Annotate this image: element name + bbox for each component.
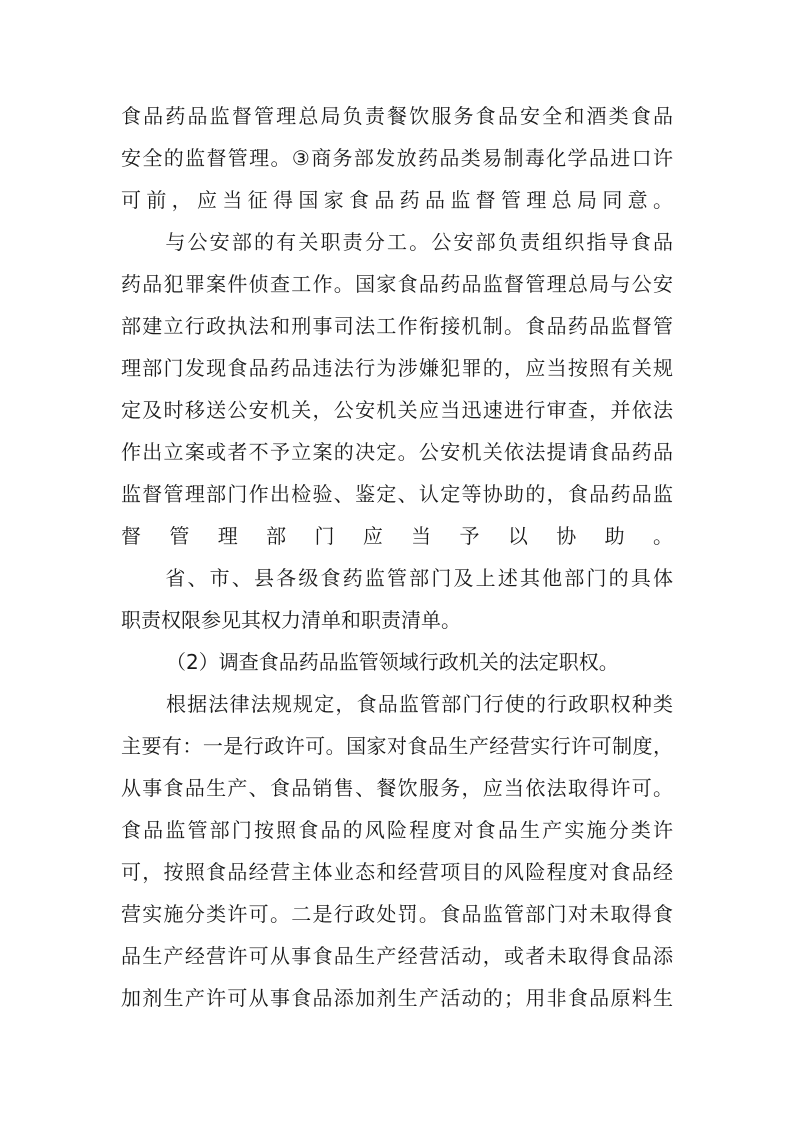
text-line: 督管理部门应当予以协助。	[121, 524, 673, 548]
text-line: 根据法律法规规定，食品监管部门行使的行政职权种类	[166, 692, 673, 716]
text-line: 监督管理部门作出检验、鉴定、认定等协助的，食品药品监	[121, 482, 673, 506]
section-heading: （2）调查食品药品监管领域行政机关的法定职权。	[166, 650, 619, 674]
text-line: 安全的监督管理。③商务部发放药品类易制毒化学品进口许	[121, 146, 673, 170]
text-line: 部建立行政执法和刑事司法工作衔接机制。食品药品监督管	[121, 314, 673, 338]
text-line: 可前，应当征得国家食品药品监督管理总局同意。	[121, 188, 673, 212]
text-line: 主要有：一是行政许可。国家对食品生产经营实行许可制度，	[121, 734, 673, 758]
text-line: 品生产经营许可从事食品生产经营活动，或者未取得食品添	[121, 944, 673, 968]
text-line: 与公安部的有关职责分工。公安部负责组织指导食品	[121, 230, 673, 254]
text-line: 作出立案或者不予立案的决定。公安机关依法提请食品药品	[121, 440, 673, 464]
text-line: 理部门发现食品药品违法行为涉嫌犯罪的，应当按照有关规	[121, 356, 673, 380]
text-line: 食品监管部门按照食品的风险程度对食品生产实施分类许	[121, 818, 673, 842]
text-line: 省、市、县各级食药监管部门及上述其他部门的具体	[121, 566, 673, 590]
text-line: 营实施分类许可。二是行政处罚。食品监管部门对未取得食	[121, 902, 673, 926]
text-line: 从事食品生产、食品销售、餐饮服务，应当依法取得许可。	[121, 776, 673, 800]
text-line: 职责权限参见其权力清单和职责清单。	[121, 608, 461, 632]
text-line: 定及时移送公安机关，公安机关应当迅速进行审查，并依法	[121, 398, 673, 422]
text-line: 可，按照食品经营主体业态和经营项目的风险程度对食品经	[121, 860, 673, 884]
text-line: 药品犯罪案件侦查工作。国家食品药品监督管理总局与公安	[121, 272, 673, 296]
text-line: 加剂生产许可从事食品添加剂生产活动的；用非食品原料生	[121, 986, 673, 1010]
text-line: 食品药品监督管理总局负责餐饮服务食品安全和酒类食品	[121, 104, 673, 128]
